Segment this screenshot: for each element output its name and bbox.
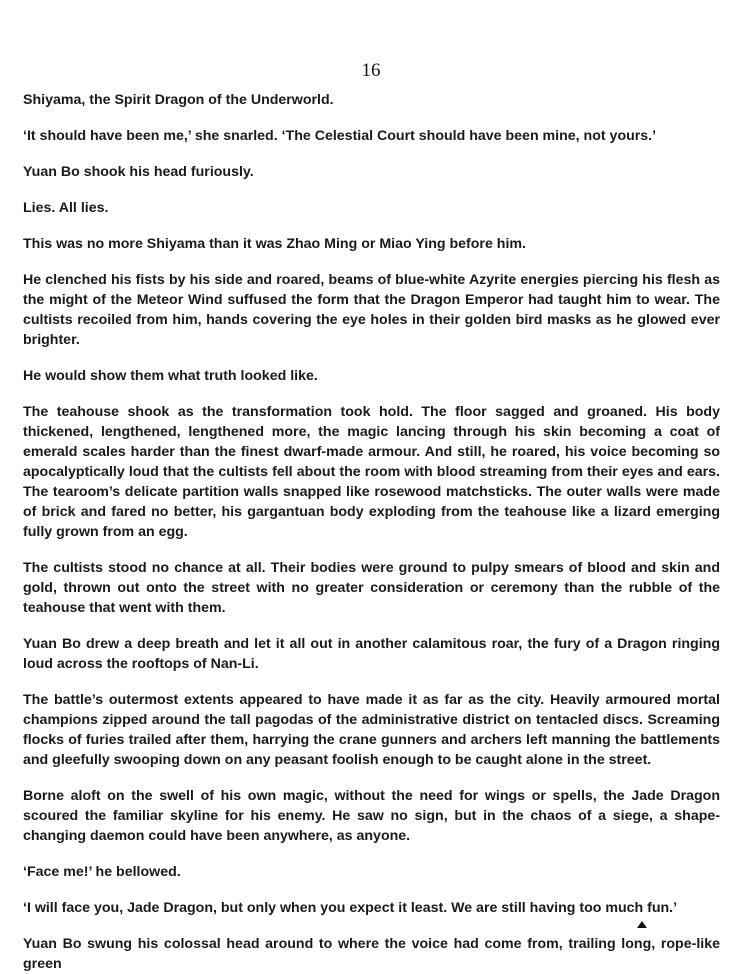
paragraph: ‘Face me!’ he bellowed. (23, 864, 181, 880)
paragraph: Yuan Bo drew a deep breath and let it all out in another calamitous roar, the fury of a Dragon ringing loud across the rooftops of Nan-Li. (23, 636, 720, 672)
paragraph: Shiyama, the Spirit Dragon of the Underworld. (23, 92, 334, 108)
paragraph: Yuan Bo swung his colossal head around to where the voice had come from, trailing long, rope-like green (23, 936, 720, 972)
page-number: 16 (361, 60, 381, 81)
mouse-cursor-icon (637, 921, 647, 928)
paragraph: The battle’s outermost extents appeared to have made it as far as the city. Heavily armoured mortal champions zipped around the tall pagodas of the administrative district on tentacled discs. Screaming flocks of furies trailed after them, harrying the crane gunners and archers left manning the battlements and gleefully swooping down on any peasant foolish enough to be caught alone in the street. (23, 692, 720, 768)
paragraph: ‘It should have been me,’ she snarled. ‘The Celestial Court should have been mine, not yours.’ (23, 128, 657, 144)
paragraph: He clenched his fists by his side and roared, beams of blue-white Azyrite energies piercing his flesh as the might of the Meteor Wind suffused the form that the Dragon Emperor had taught him to wear. The cultists recoiled from him, hands covering the eye holes in their golden bird masks as he glowed ever brighter. (23, 272, 720, 348)
paragraph: The cultists stood no chance at all. Their bodies were ground to pulpy smears of blood and skin and gold, thrown out onto the street with no greater consideration or ceremony than the rubble of the teahouse that went with them. (23, 560, 720, 616)
paragraph: Borne aloft on the swell of his own magic, without the need for wings or spells, the Jade Dragon scoured the familiar skyline for his enemy. He saw no sign, but in the chaos of a siege, a shape-changing daemon could have been anywhere, as anyone. (23, 788, 720, 844)
body-text (23, 90, 720, 974)
paragraph: The teahouse shook as the transformation took hold. The floor sagged and groaned. His body thickened, lengthened, lengthened more, the magic lancing through his skin becoming a coat of emerald scales harder than the finest dwarf-made armour. And still, he roared, his voice becoming so apocalyptically loud that the cultists fell about the room with blood streaming from their eyes and ears. The tearoom’s delicate partition walls snapped like rosewood matchsticks. The outer walls were made of brick and fared no better, his gargantuan body exploding from the teahouse like a lizard emerging fully grown from an egg. (23, 404, 720, 540)
paragraph: Yuan Bo shook his head furiously. (23, 164, 254, 180)
paragraph: This was no more Shiyama than it was Zhao Ming or Miao Ying before him. (23, 236, 526, 252)
paragraph: He would show them what truth looked like. (23, 368, 318, 384)
paragraph: ‘I will face you, Jade Dragon, but only when you expect it least. We are still having too much fun.’ (23, 900, 678, 916)
paragraph: Lies. All lies. (23, 200, 109, 216)
